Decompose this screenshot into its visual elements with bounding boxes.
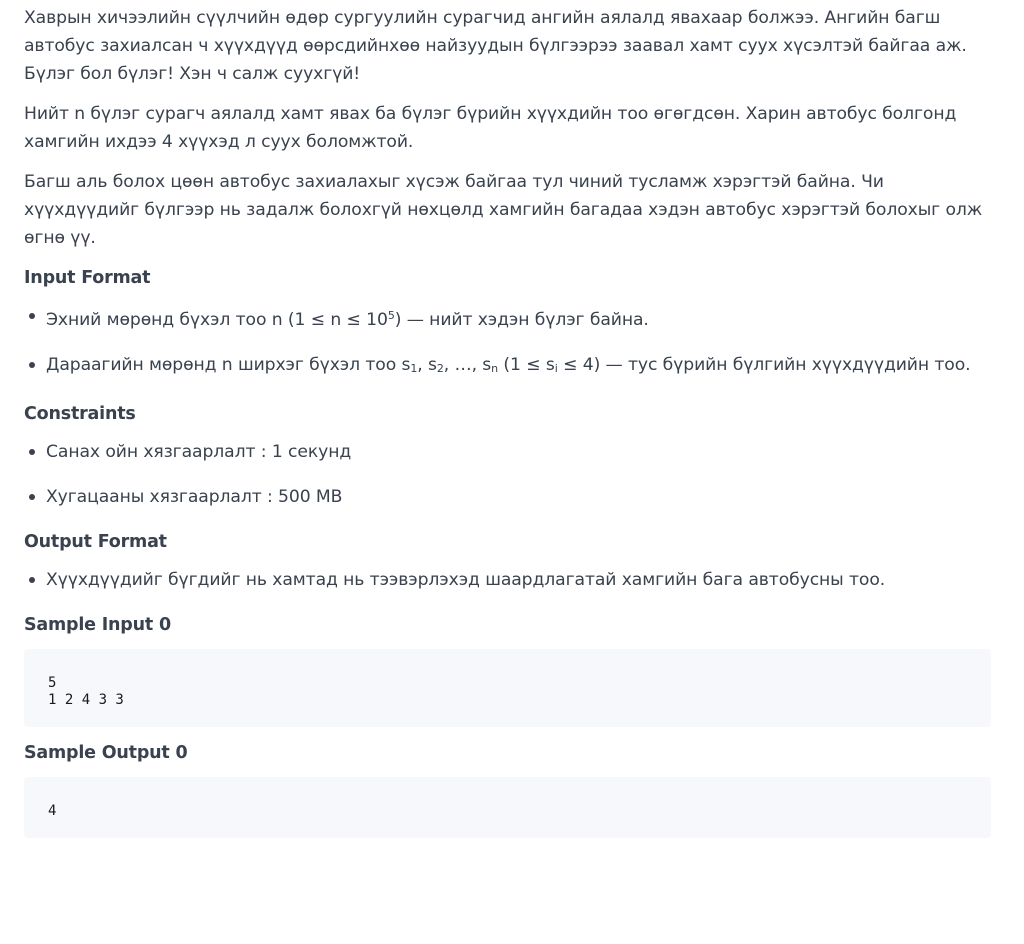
groups-paragraph: Нийт n бүлэг сурагч аялалд хамт явах ба бүлэг бүрийн хүүхдийн тоо өгөгдсөн. Харин автобус болгонд хамгийн ихдээ 4 хүүхэд л суух боломжтой. [24, 104, 957, 152]
sample-input-code: 5 1 2 4 3 3 [24, 649, 991, 727]
input-format-heading: Input Format [24, 268, 151, 288]
intro-paragraph: Хаврын хичээлийн сүүлчийн өдөр сургуулийн сурагчид ангийн аялалд явахаар болжээ. Ангийн багш автобус захиалсан ч хүүхдүүд өөрсдийнхөө найзуудын бүлгээрээ заавал хамт суух хүсэлтэй байгаа аж. Бүлэг бол бүлэг! Хэн ч салж суухгүй! [24, 8, 967, 84]
sample-input-heading: Sample Input 0 [24, 615, 171, 635]
output-format-heading: Output Format [24, 532, 167, 552]
input-format-list [24, 302, 990, 383]
sample-output-heading: Sample Output 0 [24, 743, 188, 763]
output-format-list [24, 566, 990, 594]
list-item: Дараагийн мөрөнд n ширхэг бүхэл тоо s1, s2, …, sn (1 ≤ si ≤ 4) — тус бүрийн бүлгийн хүүхдүүдийн тоо. [46, 351, 990, 383]
constraints-list [24, 438, 990, 511]
list-item: Эхний мөрөнд бүхэл тоо n $(1 \le n \le 10^5)$ — нийт хэдэн бүлэг байна. [46, 302, 990, 334]
list-item: Хүүхдүүдийг бүгдийг нь хамтад нь тээвэрлэхэд шаардлагатай хамгийн бага автобусны тоо. [46, 566, 990, 594]
list-item: Санах ойн хязгаарлалт : 1 секунд [46, 438, 990, 466]
list-item: Хугацааны хязгаарлалт : 500 MB [46, 483, 990, 511]
task-paragraph: Багш аль болох цөөн автобус захиалахыг хүсэж байгаа тул чиний тусламж хэрэгтэй байна. Чи хүүхдүүдийг бүлгээр нь задалж болохгүй нөхцөлд хамгийн багадаа хэдэн автобус хэрэгтэй болохыг олж өгнө үү. [24, 172, 983, 248]
sample-output-code: 4 [24, 777, 991, 838]
constraints-heading: Constraints [24, 404, 136, 424]
